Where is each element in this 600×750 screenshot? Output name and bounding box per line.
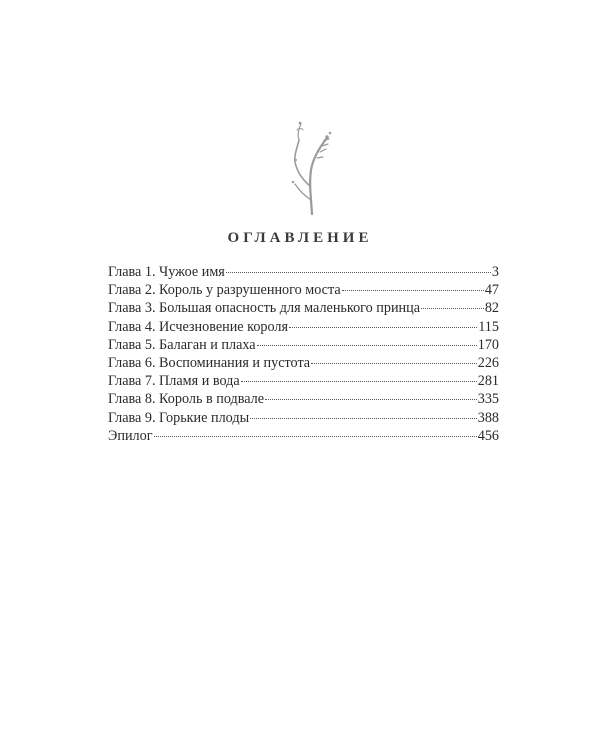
toc-entry[interactable] <box>108 354 499 372</box>
toc-entry-label: Эпилог <box>108 427 153 444</box>
toc-entry[interactable] <box>108 263 499 281</box>
toc-entry-page: 3 <box>491 264 499 280</box>
toc-entry-label: Глава 7. Пламя и вода <box>108 373 240 390</box>
toc-entry[interactable] <box>108 427 499 445</box>
toc-entry-page: 388 <box>477 409 499 426</box>
toc-entry-page: 456 <box>477 427 499 444</box>
flower-sprig-icon <box>275 118 345 218</box>
toc-entry[interactable] <box>108 336 499 354</box>
table-of-contents <box>108 263 499 445</box>
toc-entry-page: 115 <box>478 318 499 335</box>
toc-entry-page: 170 <box>477 336 499 353</box>
dot-leader <box>241 381 477 382</box>
dot-leader <box>289 327 477 328</box>
toc-entry-label: Глава 2. Король у разрушенного моста <box>108 282 341 299</box>
toc-entry-page: 226 <box>477 354 499 371</box>
dot-leader <box>265 399 477 400</box>
toc-entry-page: 47 <box>484 282 499 299</box>
toc-entry-label: Глава 6. Воспоминания и пустота <box>108 354 311 371</box>
dot-leader <box>154 436 477 437</box>
page-title: ОГЛАВЛЕНИЕ <box>227 230 373 246</box>
toc-entry[interactable] <box>108 409 499 427</box>
dot-leader <box>250 418 477 419</box>
toc-entry-label: Глава 4. Исчезновение короля <box>108 318 289 335</box>
toc-entry-label: Глава 1. Чужое имя <box>108 264 225 280</box>
toc-entry-page: 82 <box>484 300 499 317</box>
toc-entry-label: Глава 5. Балаган и плаха <box>108 336 256 353</box>
toc-entry-page: 335 <box>477 391 499 408</box>
dot-leader <box>226 272 491 273</box>
dot-leader <box>421 308 484 309</box>
dot-leader <box>257 345 477 346</box>
toc-entry[interactable] <box>108 299 499 317</box>
toc-entry[interactable] <box>108 318 499 336</box>
toc-entry-label: Глава 9. Горькие плоды <box>108 409 250 426</box>
dot-leader <box>311 363 477 364</box>
dot-leader <box>342 290 484 291</box>
toc-entry[interactable] <box>108 390 499 408</box>
toc-entry-page: 281 <box>477 373 499 390</box>
toc-entry-label: Глава 3. Большая опасность для маленького принца <box>108 300 421 317</box>
toc-entry-label: Глава 8. Король в подвале <box>108 391 265 408</box>
toc-entry[interactable] <box>108 281 499 299</box>
toc-entry[interactable] <box>108 372 499 390</box>
